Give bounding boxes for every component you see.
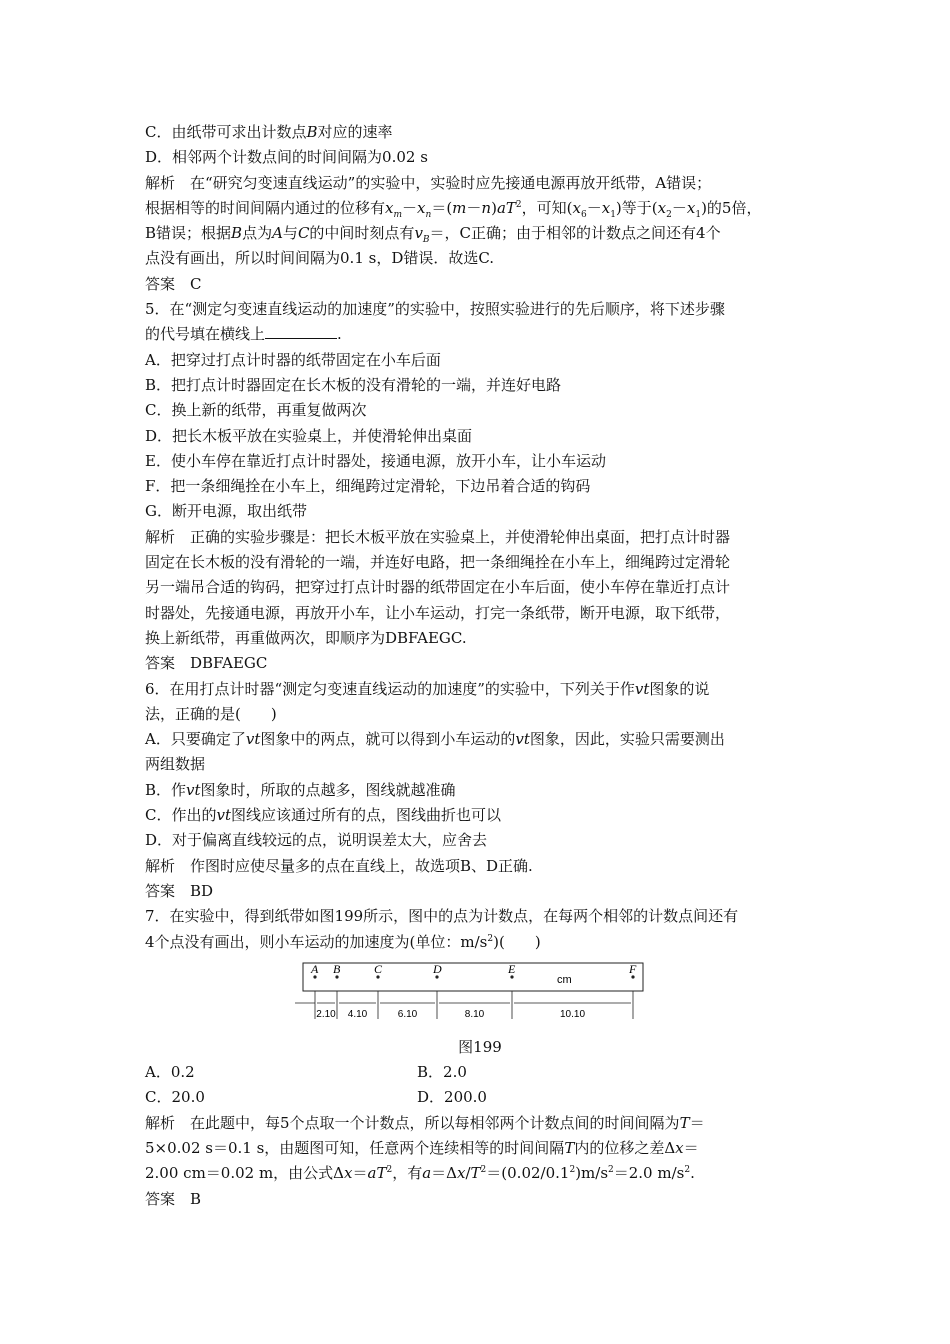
tape-point-label: C — [374, 961, 383, 976]
tape-outline — [303, 963, 643, 991]
q7-answer: 答案 B — [145, 1189, 202, 1208]
q7-analysis-line-2: 5×0.02 s＝0.1 s，由题图可知，任意两个连续相等的时间间隔T内的位移之差Δx＝ — [145, 1138, 699, 1157]
q4-analysis-line-4: 点没有画出，所以时间间隔为0.1 s，D错误．故选C. — [145, 249, 495, 268]
q7-option-c: C．20.0 — [145, 1088, 205, 1107]
q4-analysis-line-2: 根据相等的时间间隔内通过的位移有$x_m-x_n=(m-n)aT^2$，可知$(x_6-x_1)$等于$(x_2-x_1)$的5倍， — [145, 198, 762, 220]
distance-label: 2.10 — [316, 1008, 336, 1020]
q5-option-e: E．使小车停在靠近打点计时器处，接通电源，放开小车，让小车运动 — [145, 451, 606, 470]
q6-option-a-line-2: 两组数据 — [145, 755, 206, 774]
tape-point-label: F — [629, 961, 637, 976]
q4-analysis-line-3: B错误；根据B点为A与C的中间时刻点有$v_B=$，C正确；由于相邻的计数点之间还有4个 — [145, 224, 721, 246]
tape-point-label: D — [433, 961, 442, 976]
q6-answer: 答案 BD — [145, 881, 214, 900]
q5-analysis-line-2: 固定在长木板的没有滑轮的一端，并连好电路，把一条细绳拴在小车上，细绳跨过定滑轮 — [145, 553, 731, 572]
q4-option-d: D．相邻两个计数点间的时间间隔为0.02 s — [145, 148, 428, 167]
q7-analysis-line-3: 2.00 cm＝0.02 m，由公式$\Delta x=aT^2$，有$a=\Delta x/T^2=(0.02/0.1^2)m/s^2=2.0$ $m/s^2$. — [145, 1164, 695, 1183]
unit-label: cm — [557, 973, 572, 986]
q5-stem-line-2: 的代号填在横线上 . — [145, 325, 342, 344]
q6-stem-line-2: 法，正确的是( ) — [145, 704, 277, 723]
document-page — [145, 120, 815, 1212]
q4-answer: 答案 C — [145, 274, 202, 293]
q5-option-f: F．把一条细绳拴在小车上，细绳跨过定滑轮，下边吊着合适的钩码 — [145, 477, 591, 496]
q6-option-c: C．作出的vt图线应该通过所有的点，图线曲折也可以 — [145, 806, 502, 825]
tape-point-label: B — [333, 961, 341, 976]
q7-option-a: A．0.2 — [145, 1063, 195, 1082]
q5-analysis-line-4: 时器处，先接通电源，再放开小车，让小车运动，打完一条纸带，断开电源，取下纸带， — [145, 603, 731, 622]
q5-option-g: G．断开电源，取出纸带 — [145, 502, 307, 521]
distance-label: 6.10 — [397, 1008, 418, 1020]
q5-option-b: B．把打点计时器固定在长木板的没有滑轮的一端，并连好电路 — [145, 375, 562, 394]
q7-stem-line-2: 4个点没有画出，则小车运动的加速度为(单位：$m/s^2$)( ) — [145, 932, 541, 951]
q7-options-row-2 — [145, 1085, 815, 1110]
q5-analysis-line-5: 换上新纸带，再重做两次，即顺序为DBFAEGC. — [145, 628, 467, 647]
distance-label: 8.10 — [464, 1008, 485, 1020]
q6-analysis: 解析 作图时应使尽量多的点在直线上，故选项B、D正确. — [145, 856, 533, 875]
q5-option-a: A．把穿过打点计时器的纸带固定在小车后面 — [145, 350, 441, 369]
q6-option-a-line-1: A．只要确定了vt图象中的两点，就可以得到小车运动的vt图象，因此，实验只需要测出 — [145, 730, 725, 749]
answer-blank[interactable] — [265, 324, 337, 339]
tape-figure — [145, 961, 815, 1031]
q7-stem-line-1: 7．在实验中，得到纸带如图199所示，图中的点为计数点，在每两个相邻的计数点间还有 — [145, 907, 739, 926]
q5-stem-line-1: 5．在“测定匀变速直线运动的加速度”的实验中，按照实验进行的先后顺序，将下述步骤 — [145, 300, 725, 319]
q5-analysis-line-3: 另一端吊合适的钩码，把穿过打点计时器的纸带固定在小车后面，使小车停在靠近打点计 — [145, 578, 731, 597]
q5-answer: 答案 DBFAEGC — [145, 654, 268, 673]
distance-label: 4.10 — [347, 1008, 368, 1020]
q7-analysis-line-1: 解析 在此题中，每5个点取一个计数点，所以每相邻两个计数点间的时间间隔为T＝ — [145, 1113, 705, 1132]
q6-stem-line-1: 6．在用打点计时器“测定匀变速直线运动的加速度”的实验中，下列关于作vt图象的说 — [145, 679, 710, 698]
q6-option-b: B．作vt图象时，所取的点越多，图线就越准确 — [145, 780, 456, 799]
distance-label: 10.10 — [559, 1008, 586, 1020]
figure-caption: 图199 — [458, 1037, 502, 1056]
q4-analysis-line-1: 解析 在“研究匀变速直线运动”的实验中，实验时应先接通电源再放开纸带，A错误； — [145, 173, 712, 192]
q5-option-c: C．换上新的纸带，再重复做两次 — [145, 401, 367, 420]
q5-option-d: D．把长木板平放在实验桌上，并使滑轮伸出桌面 — [145, 426, 473, 445]
q7-option-d: D．200.0 — [417, 1088, 487, 1107]
tape-point-label: A — [311, 961, 319, 976]
paper-tape-diagram — [295, 961, 645, 1027]
q7-option-b: B．2.0 — [417, 1063, 467, 1082]
q6-option-d: D．对于偏离直线较远的点，说明误差太大，应舍去 — [145, 831, 488, 850]
q5-analysis-line-1: 解析 正确的实验步骤是：把长木板平放在实验桌上，并使滑轮伸出桌面，把打点计时器 — [145, 527, 731, 546]
tape-point-label: E — [508, 961, 516, 976]
q7-options-row-1 — [145, 1060, 815, 1085]
q4-option-c: C．由纸带可求出计数点B对应的速率 — [145, 123, 393, 141]
